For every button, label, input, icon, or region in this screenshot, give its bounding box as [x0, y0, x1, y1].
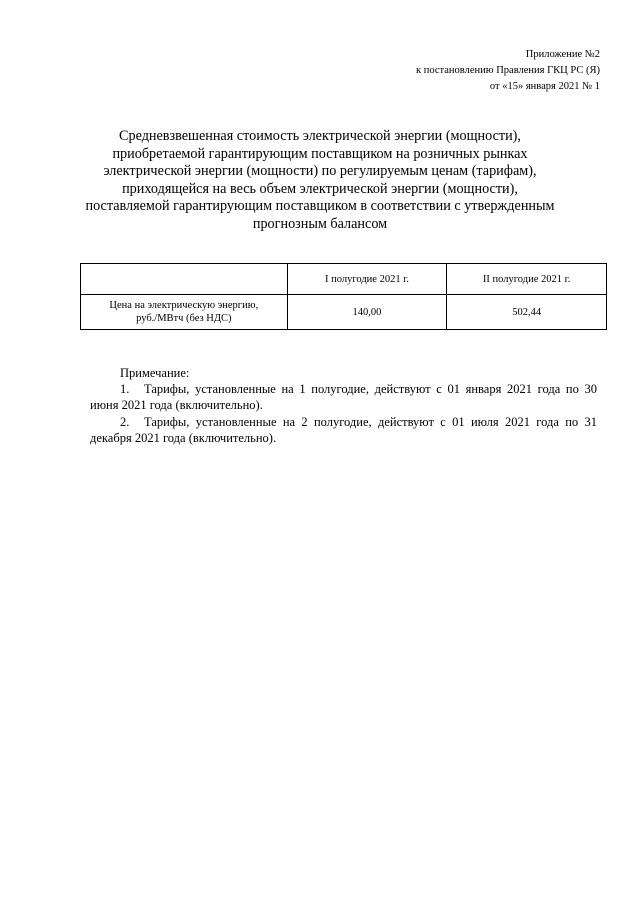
- appendix-number: Приложение №2: [525, 49, 600, 60]
- table-cell-h1-price: 140,00: [287, 295, 447, 330]
- note-item: [90, 381, 597, 413]
- table-header-row: [81, 264, 607, 295]
- notes-heading: Примечание:: [120, 366, 190, 380]
- title-line: приходящейся на весь объем электрической энергии (мощности),: [122, 180, 518, 197]
- note-text: Тарифы, установленные на 2 полугодие, действуют с 01 июля 2021 года по 31 декабря 2021 года (включительно).: [90, 414, 597, 445]
- title-line: прогнозным балансом: [252, 215, 388, 232]
- title-line: Средневзвешенная стоимость электрической энергии (мощности),: [119, 128, 521, 144]
- table-cell-h2-price: 502,44: [447, 295, 607, 330]
- note-text: Тарифы, установленные на 1 полугодие, действуют с 01 января 2021 года по 30 июня 2021 года (включительно).: [90, 382, 597, 413]
- note-number: 2.: [120, 414, 130, 429]
- appendix-reference: к постановлению Правления ГКЦ РС (Я): [416, 65, 600, 76]
- notes-section: [90, 365, 597, 446]
- table-header-empty: [81, 264, 288, 295]
- appendix-date: от «15» января 2021 № 1: [489, 81, 600, 92]
- row-label-line: руб./МВтч (без НДС): [136, 313, 232, 324]
- table-row: [81, 295, 607, 330]
- note-item: [90, 414, 597, 446]
- price-table: [80, 263, 607, 330]
- row-label-line: Цена на электрическую энергию,: [109, 300, 259, 311]
- title-line: приобретаемой гарантирующим поставщиком на розничных рынках: [112, 145, 528, 162]
- document-title: [80, 128, 560, 234]
- title-line: поставляемой гарантирующим поставщиком в соответствии с утвержденным: [85, 198, 555, 215]
- note-number: 1.: [120, 382, 130, 397]
- table-header-h1: I полугодие 2021 г.: [287, 264, 447, 295]
- table-header-h2: II полугодие 2021 г.: [447, 264, 607, 295]
- appendix-header: [416, 47, 600, 95]
- title-line: электрической энергии (мощности) по регулируемым ценам (тарифам),: [103, 163, 537, 180]
- table-row-label: [81, 295, 288, 330]
